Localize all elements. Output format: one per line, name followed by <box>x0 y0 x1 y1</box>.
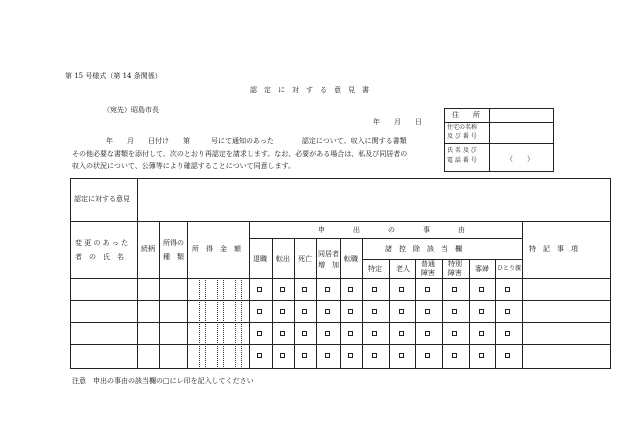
checkbox[interactable] <box>425 331 430 336</box>
income-type-cell[interactable] <box>160 345 187 366</box>
checkbox[interactable] <box>302 309 307 314</box>
reason-cohabitant-line-1: 同居者 <box>318 250 339 258</box>
checkbox[interactable] <box>372 331 377 336</box>
income-type-cell[interactable] <box>160 301 187 322</box>
col-income-amount: 所 得 金 額 <box>192 245 241 253</box>
opinion-label: 認定に対する意見 <box>74 195 130 203</box>
checkbox[interactable] <box>505 331 510 336</box>
income-amount-cell[interactable] <box>188 301 249 322</box>
checkbox[interactable] <box>302 331 307 336</box>
checkbox[interactable] <box>280 287 285 292</box>
notes-cell[interactable] <box>523 301 610 322</box>
checkbox[interactable] <box>372 287 377 292</box>
col-relation: 続柄 <box>141 245 155 253</box>
address-field[interactable] <box>490 109 553 122</box>
deduction-widow: 寡婦 <box>475 265 489 273</box>
checkbox[interactable] <box>257 353 262 358</box>
checkbox[interactable] <box>399 309 404 314</box>
checkbox[interactable] <box>452 309 457 314</box>
reason-header: 申 出 の 事 由 <box>318 226 465 234</box>
reason-retirement: 退職 <box>253 255 267 263</box>
checkbox[interactable] <box>302 353 307 358</box>
deduction-specific: 特定 <box>368 265 382 273</box>
form-number: 第 15 号様式（第 14 条関係） <box>65 72 162 80</box>
phone-paren: （ ） <box>506 155 534 163</box>
deduction-special-line-1: 特別 <box>448 260 462 268</box>
col-notes: 特 記 事 項 <box>529 245 578 253</box>
income-type-cell[interactable] <box>160 323 187 344</box>
document-title: 認 定 に 対 す る 意 見 書 <box>250 86 369 94</box>
reason-death: 死亡 <box>298 255 312 263</box>
income-amount-cell[interactable] <box>188 345 249 366</box>
housing-field[interactable] <box>490 123 553 143</box>
deduction-single-parent: ひとり親 <box>497 265 522 272</box>
footer-note: 注意 申出の事由の該当欄の□にレ印を記入してください <box>72 377 254 385</box>
checkbox[interactable] <box>325 331 330 336</box>
checkbox[interactable] <box>399 331 404 336</box>
address-label: 住 所 <box>452 111 480 119</box>
checkbox[interactable] <box>505 287 510 292</box>
checkbox[interactable] <box>302 287 307 292</box>
changed-person-name-cell[interactable] <box>71 323 137 344</box>
checkbox[interactable] <box>325 287 330 292</box>
checkbox[interactable] <box>257 331 262 336</box>
checkbox[interactable] <box>257 309 262 314</box>
income-type-cell[interactable] <box>160 279 187 300</box>
body-text-line-1: 年 月 日付け 第 号にて通知のあった 認定について、収入に関する書類 <box>106 137 407 145</box>
checkbox[interactable] <box>479 287 484 292</box>
body-text-line-3: 収入の状況について、公簿等により確認することについて同意します。 <box>72 162 296 170</box>
housing-name-label: 住宅の名称 <box>447 124 478 131</box>
col-name-line-1: 変 更 の あ っ た <box>75 239 129 247</box>
checkbox[interactable] <box>399 353 404 358</box>
checkbox[interactable] <box>399 287 404 292</box>
checkbox[interactable] <box>425 309 430 314</box>
relation-cell[interactable] <box>138 345 159 366</box>
addressee: （宛先）昭島市長 <box>103 106 159 114</box>
checkbox[interactable] <box>452 331 457 336</box>
changed-person-name-cell[interactable] <box>71 345 137 366</box>
housing-number-label: 及 び 番 号 <box>447 133 477 140</box>
deduction-elderly: 老人 <box>396 265 410 273</box>
col-name-line-2: 者 の 氏 名 <box>75 253 124 261</box>
changed-person-name-cell[interactable] <box>71 301 137 322</box>
col-income-type-line-1: 所得の <box>163 239 184 247</box>
notes-cell[interactable] <box>523 323 610 344</box>
body-text-line-2: その他必要な書類を添付して、次のとおり再認定を請求します。なお、必要がある場合は、私及び同居者の <box>72 150 408 158</box>
relation-cell[interactable] <box>138 279 159 300</box>
col-income-type-line-2: 種 類 <box>163 253 184 261</box>
checkbox[interactable] <box>452 287 457 292</box>
checkbox[interactable] <box>348 353 353 358</box>
phone-label: 電 話 番 号 <box>447 157 477 164</box>
income-amount-cell[interactable] <box>188 323 249 344</box>
reason-cohabitant-line-2: 増 加 <box>318 261 339 269</box>
reason-job-change: 転職 <box>344 255 358 263</box>
deduction-ordinary-line-1: 普通 <box>421 260 435 268</box>
deduction-ordinary-line-2: 障害 <box>421 269 435 277</box>
opinion-field[interactable] <box>138 179 610 221</box>
checkbox[interactable] <box>280 331 285 336</box>
checkbox[interactable] <box>325 309 330 314</box>
date-line: 年 月 日 <box>373 118 422 126</box>
relation-cell[interactable] <box>138 301 159 322</box>
checkbox[interactable] <box>280 309 285 314</box>
checkbox[interactable] <box>325 353 330 358</box>
name-phone-field[interactable] <box>490 144 553 171</box>
income-amount-cell[interactable] <box>188 279 249 300</box>
deduction-header: 諸 控 除 該 当 欄 <box>385 245 462 253</box>
checkbox[interactable] <box>372 353 377 358</box>
checkbox[interactable] <box>505 309 510 314</box>
checkbox[interactable] <box>505 353 510 358</box>
checkbox[interactable] <box>280 353 285 358</box>
checkbox[interactable] <box>425 287 430 292</box>
deduction-special-line-2: 障害 <box>448 269 462 277</box>
checkbox[interactable] <box>425 353 430 358</box>
name-label: 氏 名 及 び <box>447 147 477 154</box>
checkbox[interactable] <box>372 309 377 314</box>
checkbox[interactable] <box>479 309 484 314</box>
checkbox[interactable] <box>479 353 484 358</box>
relation-cell[interactable] <box>138 323 159 344</box>
checkbox[interactable] <box>348 331 353 336</box>
checkbox[interactable] <box>348 309 353 314</box>
checkbox[interactable] <box>452 353 457 358</box>
notes-cell[interactable] <box>523 279 610 300</box>
changed-person-name-cell[interactable] <box>71 279 137 300</box>
checkbox[interactable] <box>479 331 484 336</box>
checkbox[interactable] <box>348 287 353 292</box>
checkbox[interactable] <box>257 287 262 292</box>
notes-cell[interactable] <box>523 345 610 366</box>
reason-move-out: 転出 <box>276 255 290 263</box>
